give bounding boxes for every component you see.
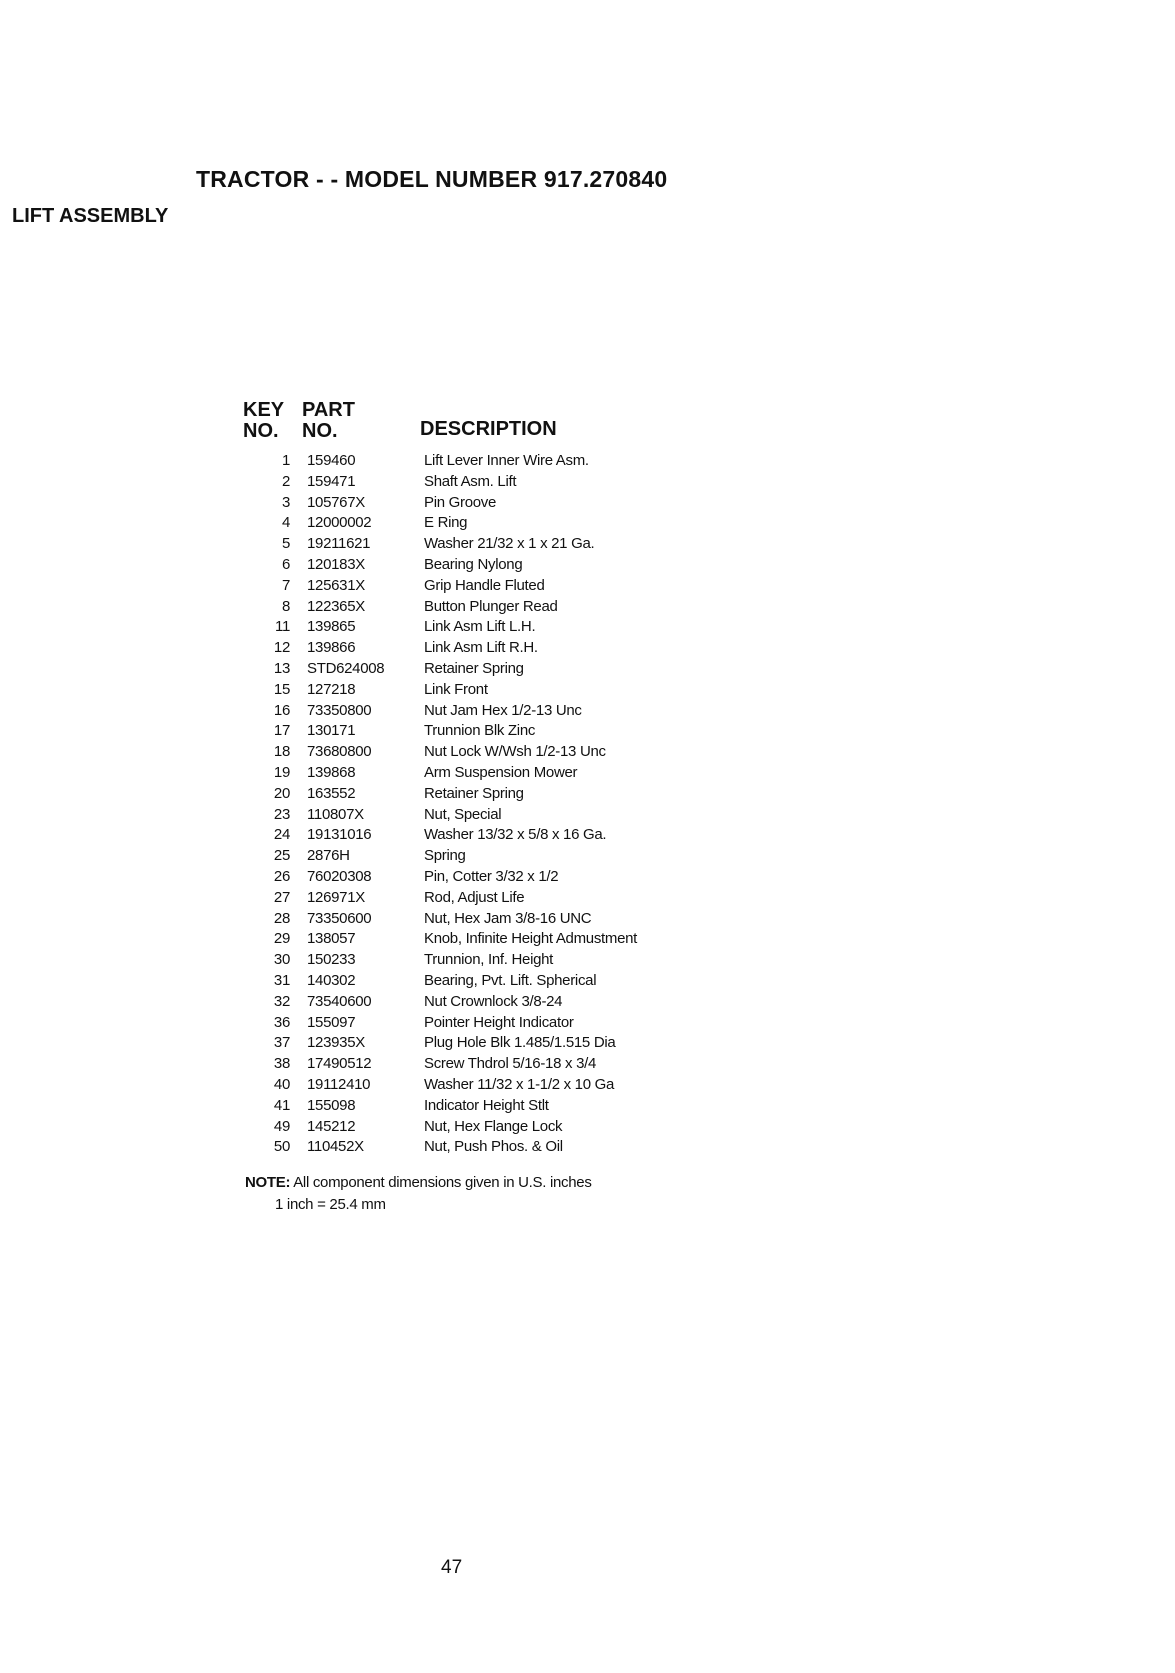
part-number: 19131016 bbox=[307, 826, 372, 844]
parts-row bbox=[240, 452, 710, 473]
part-description: Nut Lock W/Wsh 1/2-13 Unc bbox=[424, 743, 606, 761]
parts-row bbox=[240, 1118, 710, 1139]
part-description: Shaft Asm. Lift bbox=[424, 472, 517, 490]
parts-row bbox=[240, 722, 710, 743]
key-number: 23 bbox=[273, 805, 290, 823]
key-number: 15 bbox=[273, 680, 290, 698]
part-number: 122365X bbox=[307, 597, 365, 615]
key-number: 19 bbox=[273, 763, 290, 781]
parts-row bbox=[240, 806, 710, 827]
part-description: Nut Jam Hex 1/2-13 Unc bbox=[424, 701, 582, 719]
parts-row bbox=[240, 847, 710, 868]
key-number: 24 bbox=[273, 826, 290, 844]
part-number: 73350600 bbox=[307, 909, 372, 927]
part-description: Grip Handle Fluted bbox=[424, 576, 545, 594]
part-number: 73540600 bbox=[307, 992, 372, 1010]
parts-row bbox=[240, 514, 710, 535]
parts-row bbox=[240, 1097, 710, 1118]
parts-row bbox=[240, 889, 710, 910]
parts-row bbox=[240, 577, 710, 598]
part-number: STD624008 bbox=[307, 659, 385, 677]
parts-row bbox=[240, 993, 710, 1014]
parts-row bbox=[240, 1034, 710, 1055]
part-number: 110807X bbox=[307, 805, 364, 823]
parts-row bbox=[240, 681, 710, 702]
part-description: Arm Suspension Mower bbox=[424, 763, 578, 781]
parts-row bbox=[240, 535, 710, 556]
key-number: 5 bbox=[281, 535, 290, 553]
key-number: 20 bbox=[273, 784, 290, 802]
parts-row bbox=[240, 826, 710, 847]
part-description: Plug Hole Blk 1.485/1.515 Dia bbox=[424, 1034, 616, 1052]
part-description: Link Front bbox=[424, 680, 488, 698]
parts-row bbox=[240, 598, 710, 619]
key-number: 30 bbox=[273, 951, 290, 969]
part-number: 125631X bbox=[307, 576, 365, 594]
part-description: Indicator Height Stlt bbox=[424, 1096, 549, 1114]
part-header-line1: PART bbox=[302, 399, 355, 421]
part-number: 163552 bbox=[307, 784, 356, 802]
parts-row bbox=[240, 1076, 710, 1097]
part-description: E Ring bbox=[424, 514, 468, 532]
key-number: 13 bbox=[273, 659, 290, 677]
part-description: Trunnion Blk Zinc bbox=[424, 722, 536, 740]
key-number: 40 bbox=[273, 1075, 290, 1093]
key-number: 12 bbox=[273, 639, 290, 657]
part-number: 140302 bbox=[307, 971, 356, 989]
key-number: 31 bbox=[273, 971, 290, 989]
part-number: 17490512 bbox=[307, 1055, 372, 1073]
part-number: 110452X bbox=[307, 1138, 364, 1156]
parts-row bbox=[240, 1014, 710, 1035]
parts-row bbox=[240, 618, 710, 639]
parts-row bbox=[240, 868, 710, 889]
part-description: Spring bbox=[424, 847, 466, 865]
key-header-line2: NO. bbox=[243, 420, 279, 442]
parts-list bbox=[240, 452, 710, 1159]
part-number: 159460 bbox=[307, 452, 356, 469]
part-description: Retainer Spring bbox=[424, 659, 524, 677]
key-number: 6 bbox=[281, 555, 290, 573]
parts-row bbox=[240, 494, 710, 515]
part-number: 105767X bbox=[307, 493, 365, 511]
page-title: TRACTOR - - MODEL NUMBER 917.270840 bbox=[196, 166, 668, 192]
note bbox=[245, 1174, 592, 1191]
note-label: NOTE: bbox=[245, 1174, 291, 1191]
part-description: Pin Groove bbox=[424, 493, 497, 511]
part-description: Retainer Spring bbox=[424, 784, 524, 802]
key-number: 8 bbox=[281, 597, 290, 615]
part-number: 139866 bbox=[307, 639, 356, 657]
key-number: 3 bbox=[281, 493, 290, 511]
parts-row bbox=[240, 764, 710, 785]
part-description: Bearing Nylong bbox=[424, 555, 523, 573]
key-number: 50 bbox=[273, 1138, 290, 1156]
key-number: 26 bbox=[273, 867, 290, 885]
part-number: 139868 bbox=[307, 763, 356, 781]
part-number: 73350800 bbox=[307, 701, 372, 719]
part-number: 19211621 bbox=[307, 535, 371, 553]
part-description: Link Asm Lift L.H. bbox=[424, 618, 536, 636]
part-number: 73680800 bbox=[307, 743, 372, 761]
part-number: 123935X bbox=[307, 1034, 365, 1052]
section-title: LIFT ASSEMBLY bbox=[12, 205, 169, 227]
part-number: 120183X bbox=[307, 555, 365, 573]
part-description: Nut, Special bbox=[424, 805, 502, 823]
key-number: 7 bbox=[281, 576, 290, 594]
parts-row bbox=[240, 702, 710, 723]
part-number: 145212 bbox=[307, 1117, 356, 1135]
part-number: 76020308 bbox=[307, 867, 372, 885]
parts-row bbox=[240, 473, 710, 494]
part-number: 138057 bbox=[307, 930, 356, 948]
part-number: 159471 bbox=[307, 472, 356, 490]
parts-row bbox=[240, 785, 710, 806]
part-description: Nut, Push Phos. & Oil bbox=[424, 1138, 563, 1156]
part-description: Lift Lever Inner Wire Asm. bbox=[424, 452, 589, 469]
key-number: 32 bbox=[273, 992, 290, 1010]
part-description: Nut Crownlock 3/8-24 bbox=[424, 992, 563, 1010]
part-number: 139865 bbox=[307, 618, 356, 636]
parts-row bbox=[240, 556, 710, 577]
key-number: 28 bbox=[273, 909, 290, 927]
key-number: 1 bbox=[281, 452, 290, 469]
part-description: Bearing, Pvt. Lift. Spherical bbox=[424, 971, 597, 989]
parts-row bbox=[240, 639, 710, 660]
parts-row bbox=[240, 1055, 710, 1076]
part-number: 12000002 bbox=[307, 514, 372, 532]
part-number: 19112410 bbox=[307, 1075, 371, 1093]
key-number: 29 bbox=[273, 930, 290, 948]
part-description: Screw Thdrol 5/16-18 x 3/4 bbox=[424, 1055, 597, 1073]
key-number: 2 bbox=[281, 472, 290, 490]
part-description: Nut, Hex Flange Lock bbox=[424, 1117, 563, 1135]
part-description: Washer 13/32 x 5/8 x 16 Ga. bbox=[424, 826, 607, 844]
part-description: Link Asm Lift R.H. bbox=[424, 639, 538, 657]
key-number: 16 bbox=[273, 701, 290, 719]
description-header: DESCRIPTION bbox=[420, 418, 557, 440]
note-conversion: 1 inch = 25.4 mm bbox=[275, 1196, 386, 1213]
part-description: Knob, Infinite Height Admustment bbox=[424, 930, 638, 948]
parts-row bbox=[240, 930, 710, 951]
key-number: 17 bbox=[273, 722, 290, 740]
part-number: 155097 bbox=[307, 1013, 356, 1031]
key-number: 41 bbox=[273, 1096, 290, 1114]
part-description: Washer 11/32 x 1-1/2 x 10 Ga bbox=[424, 1075, 615, 1093]
key-number: 27 bbox=[273, 888, 290, 906]
key-number: 18 bbox=[273, 743, 290, 761]
key-number: 11 bbox=[275, 618, 290, 636]
key-header-line1: KEY bbox=[243, 399, 285, 421]
parts-row bbox=[240, 910, 710, 931]
key-number: 37 bbox=[273, 1034, 290, 1052]
key-number: 38 bbox=[273, 1055, 290, 1073]
part-description: Button Plunger Read bbox=[424, 597, 558, 615]
part-description: Washer 21/32 x 1 x 21 Ga. bbox=[424, 535, 595, 553]
part-header-line2: NO. bbox=[302, 420, 338, 442]
parts-row bbox=[240, 660, 710, 681]
part-number: 2876H bbox=[307, 847, 350, 865]
part-number: 150233 bbox=[307, 951, 356, 969]
part-description: Trunnion, Inf. Height bbox=[424, 951, 554, 969]
key-number: 49 bbox=[273, 1117, 290, 1135]
part-description: Rod, Adjust Life bbox=[424, 888, 525, 906]
part-number: 127218 bbox=[307, 680, 356, 698]
part-description: Pin, Cotter 3/32 x 1/2 bbox=[424, 867, 559, 885]
key-number: 25 bbox=[273, 847, 290, 865]
key-number: 36 bbox=[273, 1013, 290, 1031]
parts-row bbox=[240, 1138, 710, 1159]
part-description: Nut, Hex Jam 3/8-16 UNC bbox=[424, 909, 592, 927]
part-description: Pointer Height Indicator bbox=[424, 1013, 574, 1031]
parts-row bbox=[240, 951, 710, 972]
part-number: 155098 bbox=[307, 1096, 356, 1114]
part-number: 126971X bbox=[307, 888, 365, 906]
note-text: All component dimensions given in U.S. inches bbox=[290, 1174, 592, 1191]
part-number: 130171 bbox=[307, 722, 356, 740]
page-number: 47 bbox=[441, 1557, 463, 1578]
parts-row bbox=[240, 972, 710, 993]
parts-row bbox=[240, 743, 710, 764]
key-number: 4 bbox=[281, 514, 290, 532]
